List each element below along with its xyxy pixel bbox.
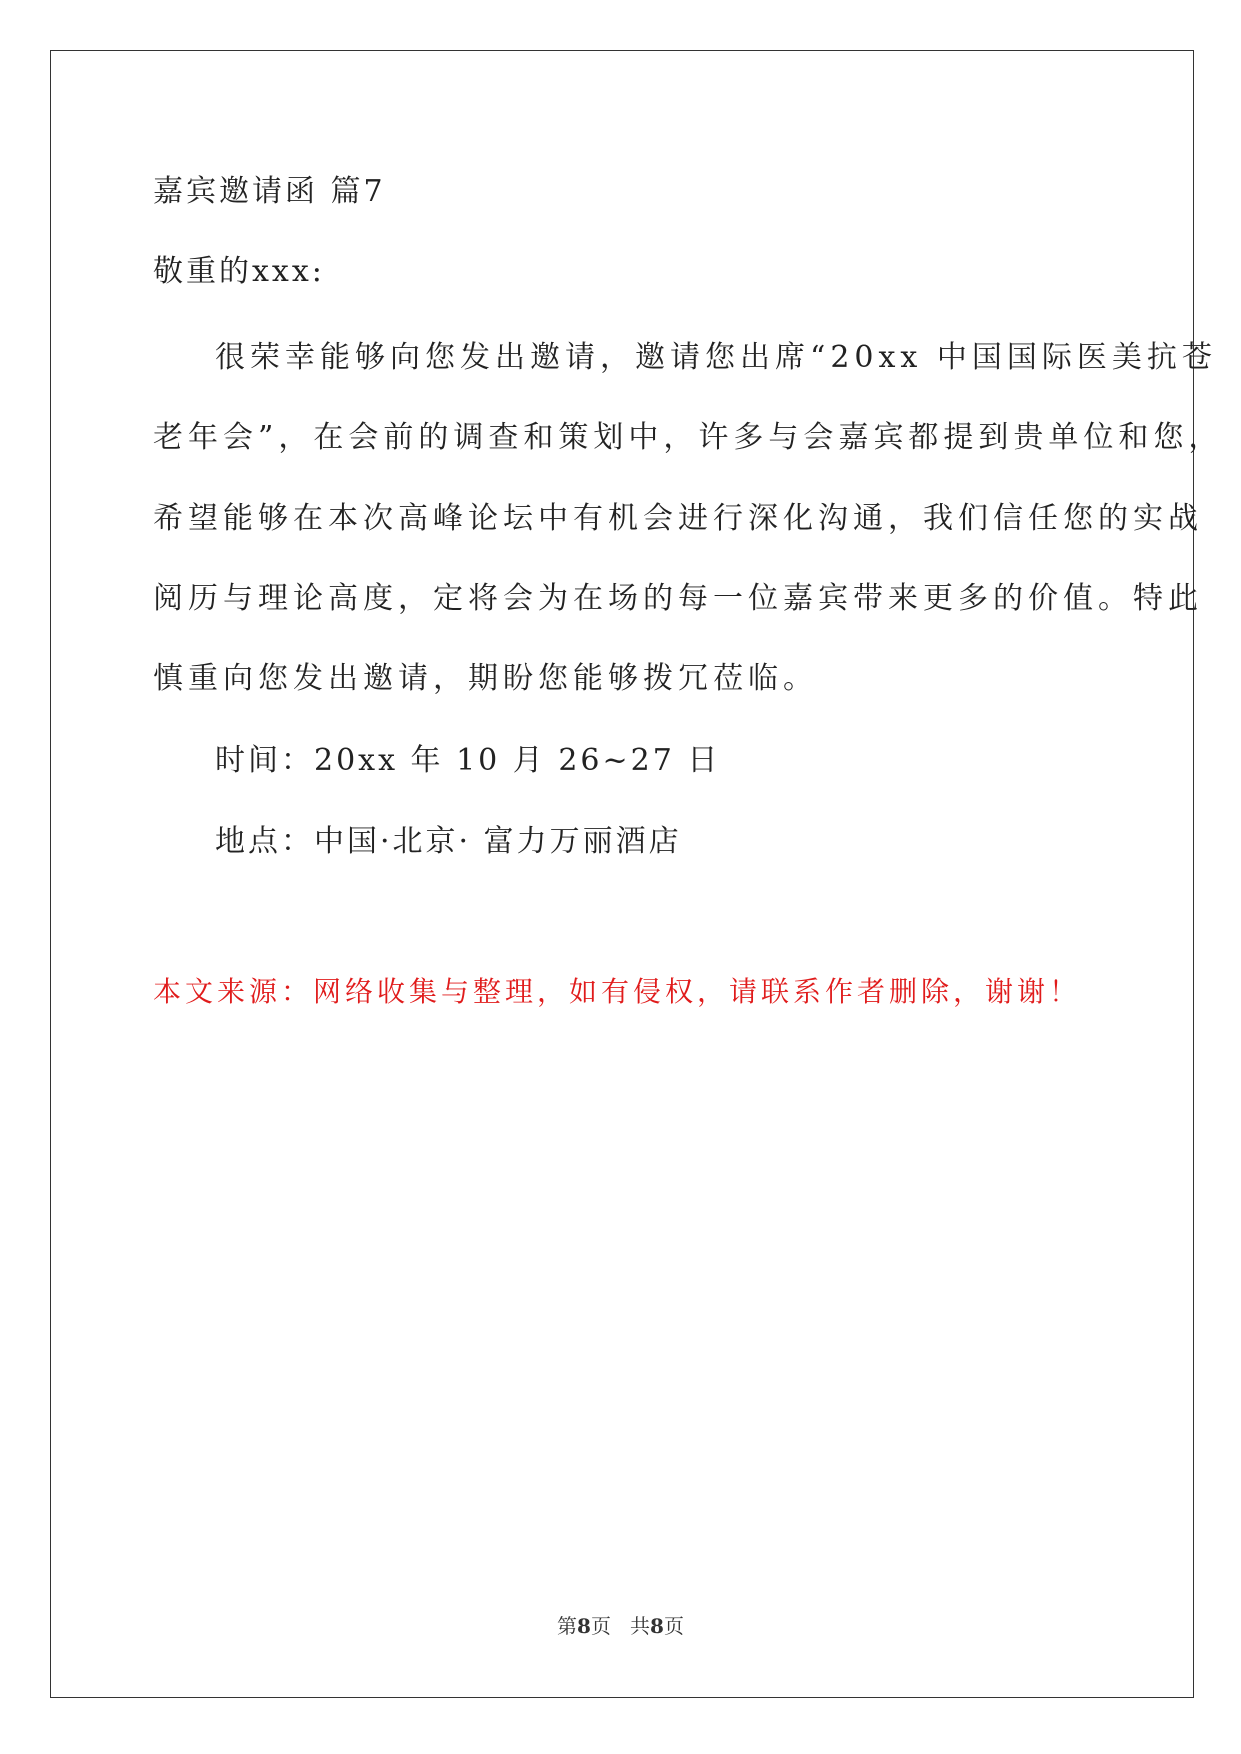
footer-page-suffix: 页 xyxy=(590,1614,611,1638)
body-line-4: 阅历与理论高度，定将会为在场的每一位嘉宾带来更多的价值。特此 xyxy=(153,581,1203,616)
source-note: 本文来源：网络收集与整理，如有侵权，请联系作者删除，谢谢！ xyxy=(153,975,1082,1008)
footer-total-prefix: 共 xyxy=(630,1614,651,1638)
body-line-3: 希望能够在本次高峰论坛中有机会进行深化沟通，我们信任您的实战 xyxy=(153,501,1203,536)
footer-page-prefix: 第 xyxy=(557,1614,578,1638)
body-line-1: 很荣幸能够向您发出邀请，邀请您出席“20xx 中国国际医美抗苍 xyxy=(215,340,1217,375)
footer-total-suffix: 页 xyxy=(663,1614,684,1638)
footer-page-current: 8 xyxy=(577,1614,591,1638)
salutation: 敬重的xxx: xyxy=(153,254,325,289)
event-time: 时间：20xx 年 10 月 26~27 日 xyxy=(215,743,721,778)
page-footer xyxy=(0,1612,1241,1640)
body-line-5: 慎重向您发出邀请，期盼您能够拨冗莅临。 xyxy=(153,661,818,696)
document-heading: 嘉宾邀请函 篇7 xyxy=(153,174,386,209)
footer-page-total: 8 xyxy=(650,1614,664,1638)
page-border xyxy=(50,50,1194,1698)
event-place: 地点：中国·北京· 富力万丽酒店 xyxy=(215,824,682,859)
body-line-2: 老年会”，在会前的调查和策划中，许多与会嘉宾都提到贵单位和您， xyxy=(153,420,1224,455)
